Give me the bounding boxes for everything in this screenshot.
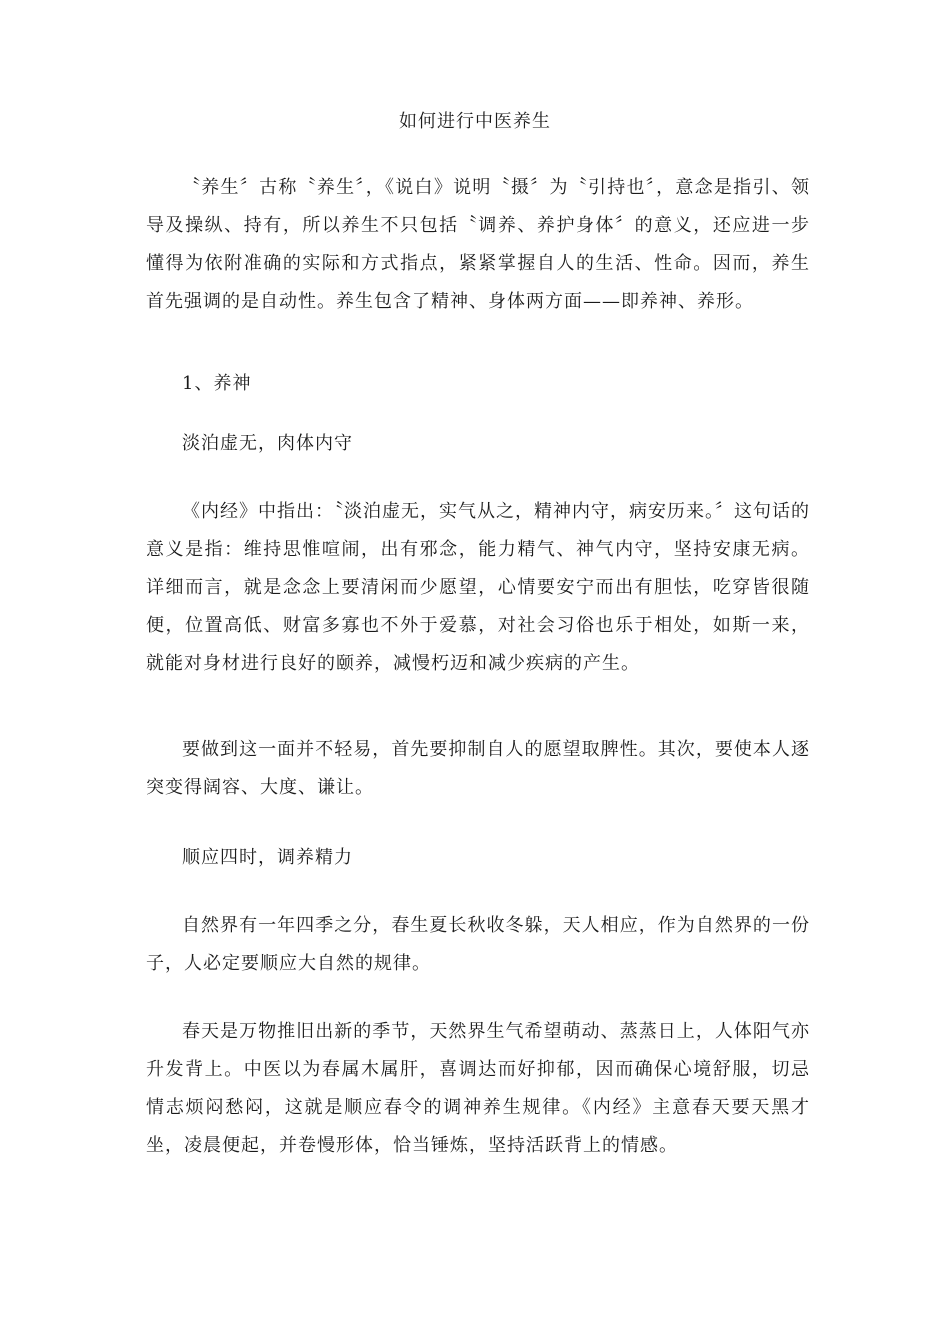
paragraph-neijing: 《内经》中指出：〝淡泊虚无，实气从之，精神内守，病安历来。〞这句话的意义是指：维持思惟喧闹，出有邪念，能力精气、神气内守，坚持安康无病。详细而言，就是念念上要清闲而少愿望，心情要安宁而出有胆怯，吃穿皆很随便，位置高低、财富多寡也不外于爱慕，对社会习俗也乐于相处，如斯一来，就能对身材进行良好的颐养，减慢朽迈和减少疾病的产生。 [146,501,810,674]
subheading-danbo-xuwu: 淡泊虚无，肉体内守 [182,433,353,454]
subheading-shunying-sishi: 顺应四时，调养精力 [182,847,353,868]
section-heading-yangshen: 1、养神 [182,373,252,394]
paragraph-difficulty: 要做到这一面并不轻易，首先要抑制自人的愿望取脾性。其次，要使本人逐突变得阔容、大度、谦让。 [146,739,810,798]
document-title: 如何进行中医养生 [399,111,551,132]
paragraph-intro: 〝养生〞古称〝养生〞，《说白》说明〝摄〞为〝引持也〞，意念是指引、领导及操纵、持有，所以养生不只包括〝调养、养护身体〞的意义，还应进一步懂得为依附准确的实际和方式指点，紧紧掌握自人的生活、性命。因而，养生首先强调的是自动性。养生包含了精神、身体两方面——即养神、养形。 [146,177,810,312]
paragraph-spring: 春天是万物推旧出新的季节，天然界生气希望萌动、蒸蒸日上，人体阳气亦升发背上。中医以为春属木属肝，喜调达而好抑郁，因而确保心境舒服，切忌情志烦闷愁闷，这就是顺应春令的调神养生规律。《内经》主意春天要天黑才坐，凌晨便起，并卷慢形体，恰当锤炼，坚持活跃背上的情感。 [146,1021,810,1156]
paragraph-seasons: 自然界有一年四季之分，春生夏长秋收冬躲，天人相应，作为自然界的一份子，人必定要顺应大自然的规律。 [146,915,810,974]
